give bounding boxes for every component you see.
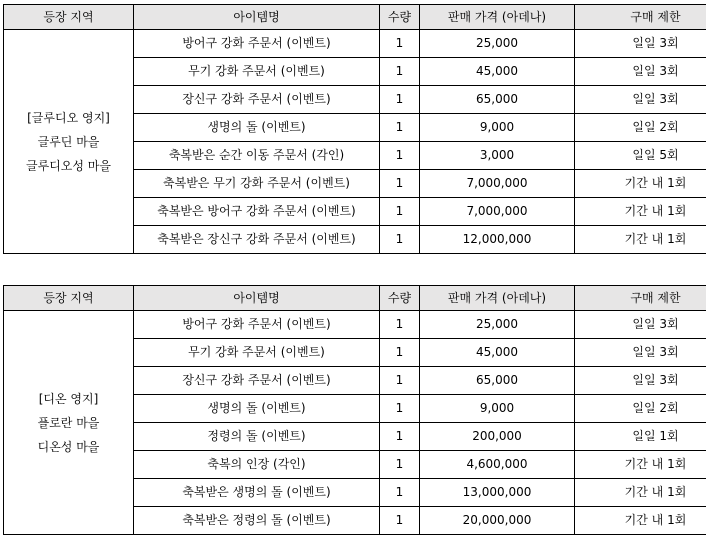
price: 25,000 xyxy=(420,311,575,339)
item-name: 생명의 돌 (이벤트) xyxy=(134,114,380,142)
header-item-name: 아이템명 xyxy=(134,5,380,30)
price: 65,000 xyxy=(420,367,575,395)
item-name: 방어구 강화 주문서 (이벤트) xyxy=(134,30,380,58)
item-name: 축복받은 정령의 돌 (이벤트) xyxy=(134,507,380,535)
purchase-limit: 기간 내 1회 xyxy=(575,451,706,479)
table-row xyxy=(4,30,706,58)
header-region: 등장 지역 xyxy=(4,5,134,30)
header-region: 등장 지역 xyxy=(4,286,134,311)
price: 9,000 xyxy=(420,395,575,423)
purchase-limit: 일일 3회 xyxy=(575,30,706,58)
purchase-limit: 일일 1회 xyxy=(575,423,706,451)
region-title: [글루디오 영지] xyxy=(4,106,133,130)
region-cell xyxy=(4,30,134,254)
price: 45,000 xyxy=(420,58,575,86)
purchase-limit: 일일 3회 xyxy=(575,339,706,367)
item-name: 생명의 돌 (이벤트) xyxy=(134,395,380,423)
quantity: 1 xyxy=(380,423,420,451)
item-name: 축복받은 생명의 돌 (이벤트) xyxy=(134,479,380,507)
quantity: 1 xyxy=(380,395,420,423)
price: 7,000,000 xyxy=(420,198,575,226)
price: 9,000 xyxy=(420,114,575,142)
purchase-limit: 기간 내 1회 xyxy=(575,170,706,198)
item-name: 장신구 강화 주문서 (이벤트) xyxy=(134,86,380,114)
quantity: 1 xyxy=(380,367,420,395)
purchase-limit: 일일 3회 xyxy=(575,86,706,114)
price: 7,000,000 xyxy=(420,170,575,198)
item-name: 무기 강화 주문서 (이벤트) xyxy=(134,58,380,86)
quantity: 1 xyxy=(380,479,420,507)
price: 25,000 xyxy=(420,30,575,58)
quantity: 1 xyxy=(380,226,420,254)
item-name: 축복받은 순간 이동 주문서 (각인) xyxy=(134,142,380,170)
item-name: 축복받은 무기 강화 주문서 (이벤트) xyxy=(134,170,380,198)
quantity: 1 xyxy=(380,507,420,535)
item-name: 방어구 강화 주문서 (이벤트) xyxy=(134,311,380,339)
quantity: 1 xyxy=(380,311,420,339)
purchase-limit: 기간 내 1회 xyxy=(575,226,706,254)
purchase-limit: 일일 3회 xyxy=(575,367,706,395)
item-name: 무기 강화 주문서 (이벤트) xyxy=(134,339,380,367)
item-name: 축복받은 방어구 강화 주문서 (이벤트) xyxy=(134,198,380,226)
header-quantity: 수량 xyxy=(380,286,420,311)
item-name: 정령의 돌 (이벤트) xyxy=(134,423,380,451)
price: 13,000,000 xyxy=(420,479,575,507)
region-title: [디온 영지] xyxy=(4,387,133,411)
purchase-limit: 기간 내 1회 xyxy=(575,198,706,226)
price: 45,000 xyxy=(420,339,575,367)
price: 12,000,000 xyxy=(420,226,575,254)
item-name: 축복받은 장신구 강화 주문서 (이벤트) xyxy=(134,226,380,254)
shop-table-dion xyxy=(3,285,706,535)
purchase-limit: 일일 3회 xyxy=(575,311,706,339)
quantity: 1 xyxy=(380,58,420,86)
quantity: 1 xyxy=(380,198,420,226)
price: 20,000,000 xyxy=(420,507,575,535)
price: 4,600,000 xyxy=(420,451,575,479)
quantity: 1 xyxy=(380,86,420,114)
header-item-name: 아이템명 xyxy=(134,286,380,311)
header-purchase-limit: 구매 제한 xyxy=(575,286,706,311)
price: 3,000 xyxy=(420,142,575,170)
item-name: 축복의 인장 (각인) xyxy=(134,451,380,479)
purchase-limit: 일일 3회 xyxy=(575,58,706,86)
quantity: 1 xyxy=(380,339,420,367)
header-row xyxy=(4,286,706,311)
purchase-limit: 기간 내 1회 xyxy=(575,507,706,535)
shop-table-gludio xyxy=(3,4,706,254)
purchase-limit: 일일 2회 xyxy=(575,114,706,142)
purchase-limit: 일일 2회 xyxy=(575,395,706,423)
region-cell xyxy=(4,311,134,535)
item-name: 장신구 강화 주문서 (이벤트) xyxy=(134,367,380,395)
region-town: 글루디오성 마을 xyxy=(4,154,133,178)
quantity: 1 xyxy=(380,142,420,170)
quantity: 1 xyxy=(380,170,420,198)
region-town: 글루딘 마을 xyxy=(4,130,133,154)
price: 200,000 xyxy=(420,423,575,451)
price: 65,000 xyxy=(420,86,575,114)
quantity: 1 xyxy=(380,30,420,58)
header-quantity: 수량 xyxy=(380,5,420,30)
quantity: 1 xyxy=(380,114,420,142)
header-row xyxy=(4,5,706,30)
header-purchase-limit: 구매 제한 xyxy=(575,5,706,30)
purchase-limit: 일일 5회 xyxy=(575,142,706,170)
quantity: 1 xyxy=(380,451,420,479)
header-price: 판매 가격 (아데나) xyxy=(420,286,575,311)
region-town: 플로란 마을 xyxy=(4,411,133,435)
region-town: 디온성 마을 xyxy=(4,435,133,459)
table-row xyxy=(4,311,706,339)
header-price: 판매 가격 (아데나) xyxy=(420,5,575,30)
purchase-limit: 기간 내 1회 xyxy=(575,479,706,507)
